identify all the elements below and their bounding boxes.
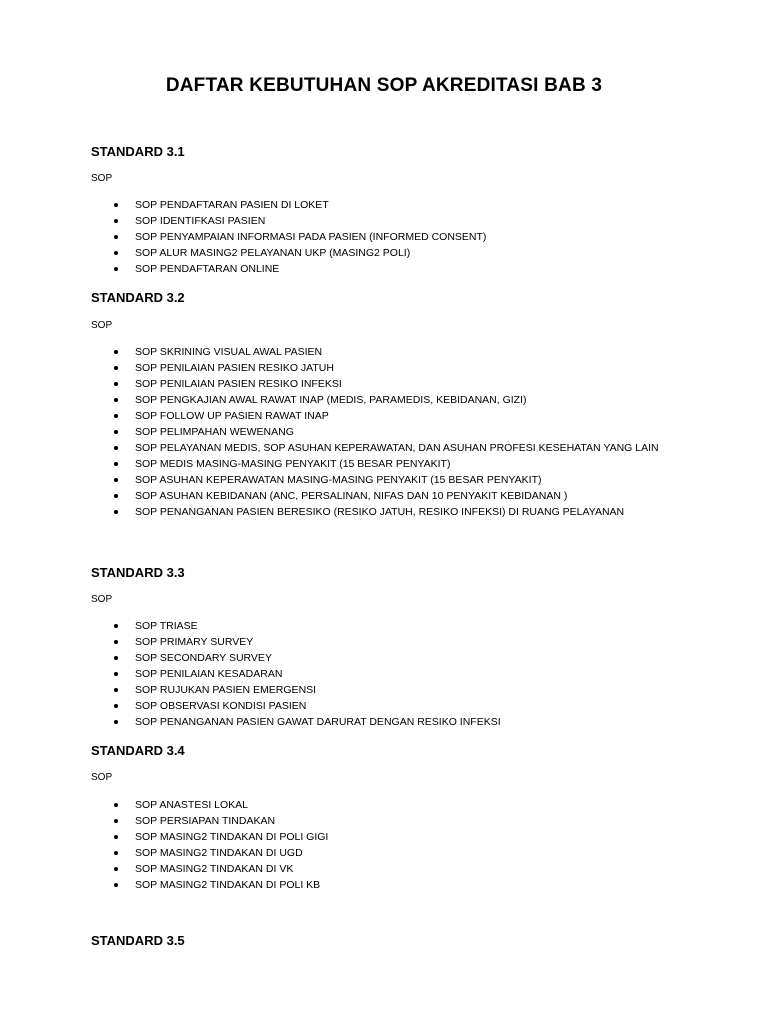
bullet-icon <box>114 235 118 239</box>
list-item: SOP PENILAIAN KESADARAN <box>91 666 691 682</box>
section-subheading-3-2: SOP <box>91 320 113 331</box>
list-item: SOP SECONDARY SURVEY <box>91 650 691 666</box>
bullet-icon <box>114 350 118 354</box>
list-item: SOP PRIMARY SURVEY <box>91 634 691 650</box>
sop-list-3-3 <box>91 618 691 730</box>
bullet-icon <box>114 704 118 708</box>
list-item: SOP ANASTESI LOKAL <box>91 797 691 813</box>
list-item: SOP MASING2 TINDAKAN DI POLI KB <box>91 877 691 893</box>
list-item: SOP PENILAIAN PASIEN RESIKO INFEKSI <box>91 376 691 392</box>
list-item: SOP ASUHAN KEBIDANAN (ANC, PERSALINAN, NIFAS DAN 10 PENYAKIT KEBIDANAN ) <box>91 488 691 504</box>
list-item: SOP IDENTIFKASI PASIEN <box>91 213 691 229</box>
bullet-icon <box>114 867 118 871</box>
bullet-icon <box>114 510 118 514</box>
section-heading-3-4: STANDARD 3.4 <box>91 743 185 758</box>
list-item: SOP MASING2 TINDAKAN DI VK <box>91 861 691 877</box>
bullet-icon <box>114 478 118 482</box>
list-item: SOP MASING2 TINDAKAN DI UGD <box>91 845 691 861</box>
bullet-icon <box>114 219 118 223</box>
list-item: SOP PELIMPAHAN WEWENANG <box>91 424 691 440</box>
bullet-icon <box>114 819 118 823</box>
list-item: SOP PENDAFTARAN PASIEN DI LOKET <box>91 197 691 213</box>
list-item: SOP PENILAIAN PASIEN RESIKO JATUH <box>91 360 691 376</box>
list-item: SOP TRIASE <box>91 618 691 634</box>
bullet-icon <box>114 446 118 450</box>
section-heading-3-5: STANDARD 3.5 <box>91 933 185 948</box>
bullet-icon <box>114 851 118 855</box>
list-item: SOP ALUR MASING2 PELAYANAN UKP (MASING2 POLI) <box>91 245 691 261</box>
bullet-icon <box>114 640 118 644</box>
section-heading-3-2: STANDARD 3.2 <box>91 290 185 305</box>
bullet-icon <box>114 624 118 628</box>
bullet-icon <box>114 835 118 839</box>
bullet-icon <box>114 267 118 271</box>
list-item: SOP FOLLOW UP PASIEN RAWAT INAP <box>91 408 691 424</box>
bullet-icon <box>114 203 118 207</box>
bullet-icon <box>114 720 118 724</box>
bullet-icon <box>114 462 118 466</box>
section-subheading-3-1: SOP <box>91 173 113 184</box>
list-item: SOP MEDIS MASING-MASING PENYAKIT (15 BESAR PENYAKIT) <box>91 456 691 472</box>
page-title: DAFTAR KEBUTUHAN SOP AKREDITASI BAB 3 <box>165 75 603 96</box>
bullet-icon <box>114 883 118 887</box>
list-item: SOP RUJUKAN PASIEN EMERGENSI <box>91 682 691 698</box>
list-item: SOP PERSIAPAN TINDAKAN <box>91 813 691 829</box>
bullet-icon <box>114 382 118 386</box>
bullet-icon <box>114 398 118 402</box>
section-heading-3-3: STANDARD 3.3 <box>91 565 185 580</box>
bullet-icon <box>114 688 118 692</box>
bullet-icon <box>114 251 118 255</box>
section-subheading-3-3: SOP <box>91 594 113 605</box>
list-item: SOP PENDAFTARAN ONLINE <box>91 261 691 277</box>
list-item: SOP PENANGANAN PASIEN BERESIKO (RESIKO JATUH, RESIKO INFEKSI) DI RUANG PELAYANAN <box>91 504 691 520</box>
list-item: SOP ASUHAN KEPERAWATAN MASING-MASING PENYAKIT (15 BESAR PENYAKIT) <box>91 472 691 488</box>
sop-list-3-4 <box>91 797 691 893</box>
list-item: SOP OBSERVASI KONDISI PASIEN <box>91 698 691 714</box>
list-item: SOP PELAYANAN MEDIS, SOP ASUHAN KEPERAWATAN, DAN ASUHAN PROFESI KESEHATAN YANG LAIN <box>91 440 691 456</box>
sop-list-3-2 <box>91 344 691 520</box>
bullet-icon <box>114 366 118 370</box>
list-item: SOP MASING2 TINDAKAN DI POLI GIGI <box>91 829 691 845</box>
list-item: SOP PENGKAJIAN AWAL RAWAT INAP (MEDIS, PARAMEDIS, KEBIDANAN, GIZI) <box>91 392 691 408</box>
section-subheading-3-4: SOP <box>91 772 113 783</box>
bullet-icon <box>114 414 118 418</box>
list-item: SOP PENANGANAN PASIEN GAWAT DARURAT DENGAN RESIKO INFEKSI <box>91 714 691 730</box>
bullet-icon <box>114 656 118 660</box>
section-heading-3-1: STANDARD 3.1 <box>91 144 185 159</box>
bullet-icon <box>114 494 118 498</box>
bullet-icon <box>114 803 118 807</box>
sop-list-3-1 <box>91 197 691 277</box>
bullet-icon <box>114 672 118 676</box>
list-item: SOP SKRINING VISUAL AWAL PASIEN <box>91 344 691 360</box>
bullet-icon <box>114 430 118 434</box>
list-item: SOP PENYAMPAIAN INFORMASI PADA PASIEN (INFORMED CONSENT) <box>91 229 691 245</box>
